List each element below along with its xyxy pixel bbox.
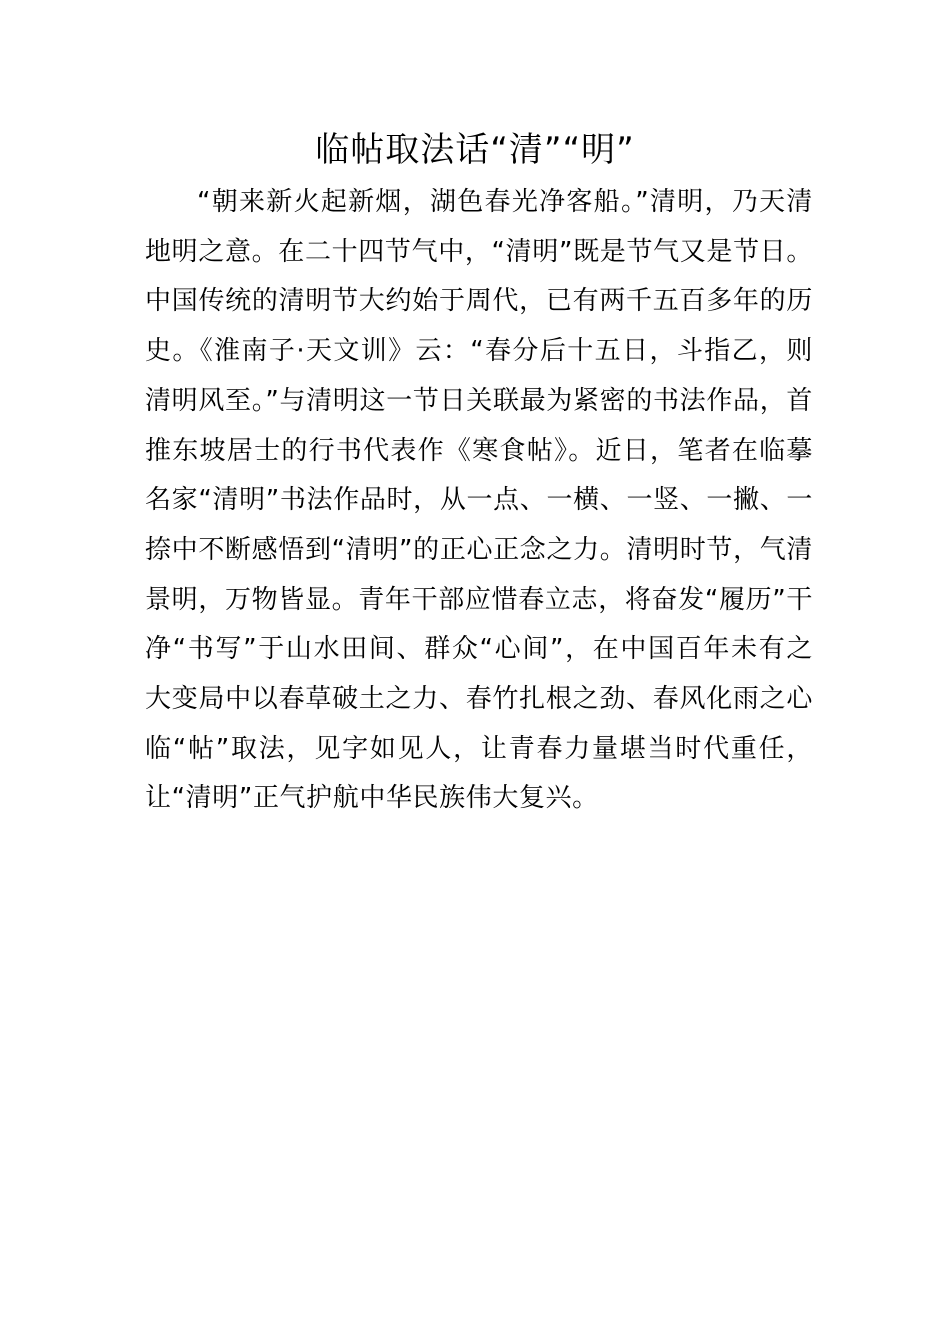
document-body-paragraph: “朝来新火起新烟，湖色春光净客船。”清明，乃天清地明之意。在二十四节气中，“清明”既是节气又是节日。中国传统的清明节大约始于周代，已有两千五百多年的历史。《淮南子·天文训》云：“春分后十五日，斗指乙，则清明风至。”与清明这一节日关联最为紧密的书法作品，首推东坡居士的行书代表作《寒食帖》。近日，笔者在临摹名家“清明”书法作品时，从一点、一横、一竖、一撇、一捺中不断感悟到“清明”的正心正念之力。清明时节，气清景明，万物皆显。青年干部应惜春立志，将奋发“履历”干净“书写”于山水田间、群众“心间”，在中国百年未有之大变局中以春草破土之力、春竹扎根之劲、春风化雨之心临“帖”取法，见字如见人，让青春力量堪当时代重任，让“清明”正气护航中华民族伟大复兴。 (145, 187, 813, 814)
document-title: 临帖取法话“清”“明” (315, 130, 635, 170)
